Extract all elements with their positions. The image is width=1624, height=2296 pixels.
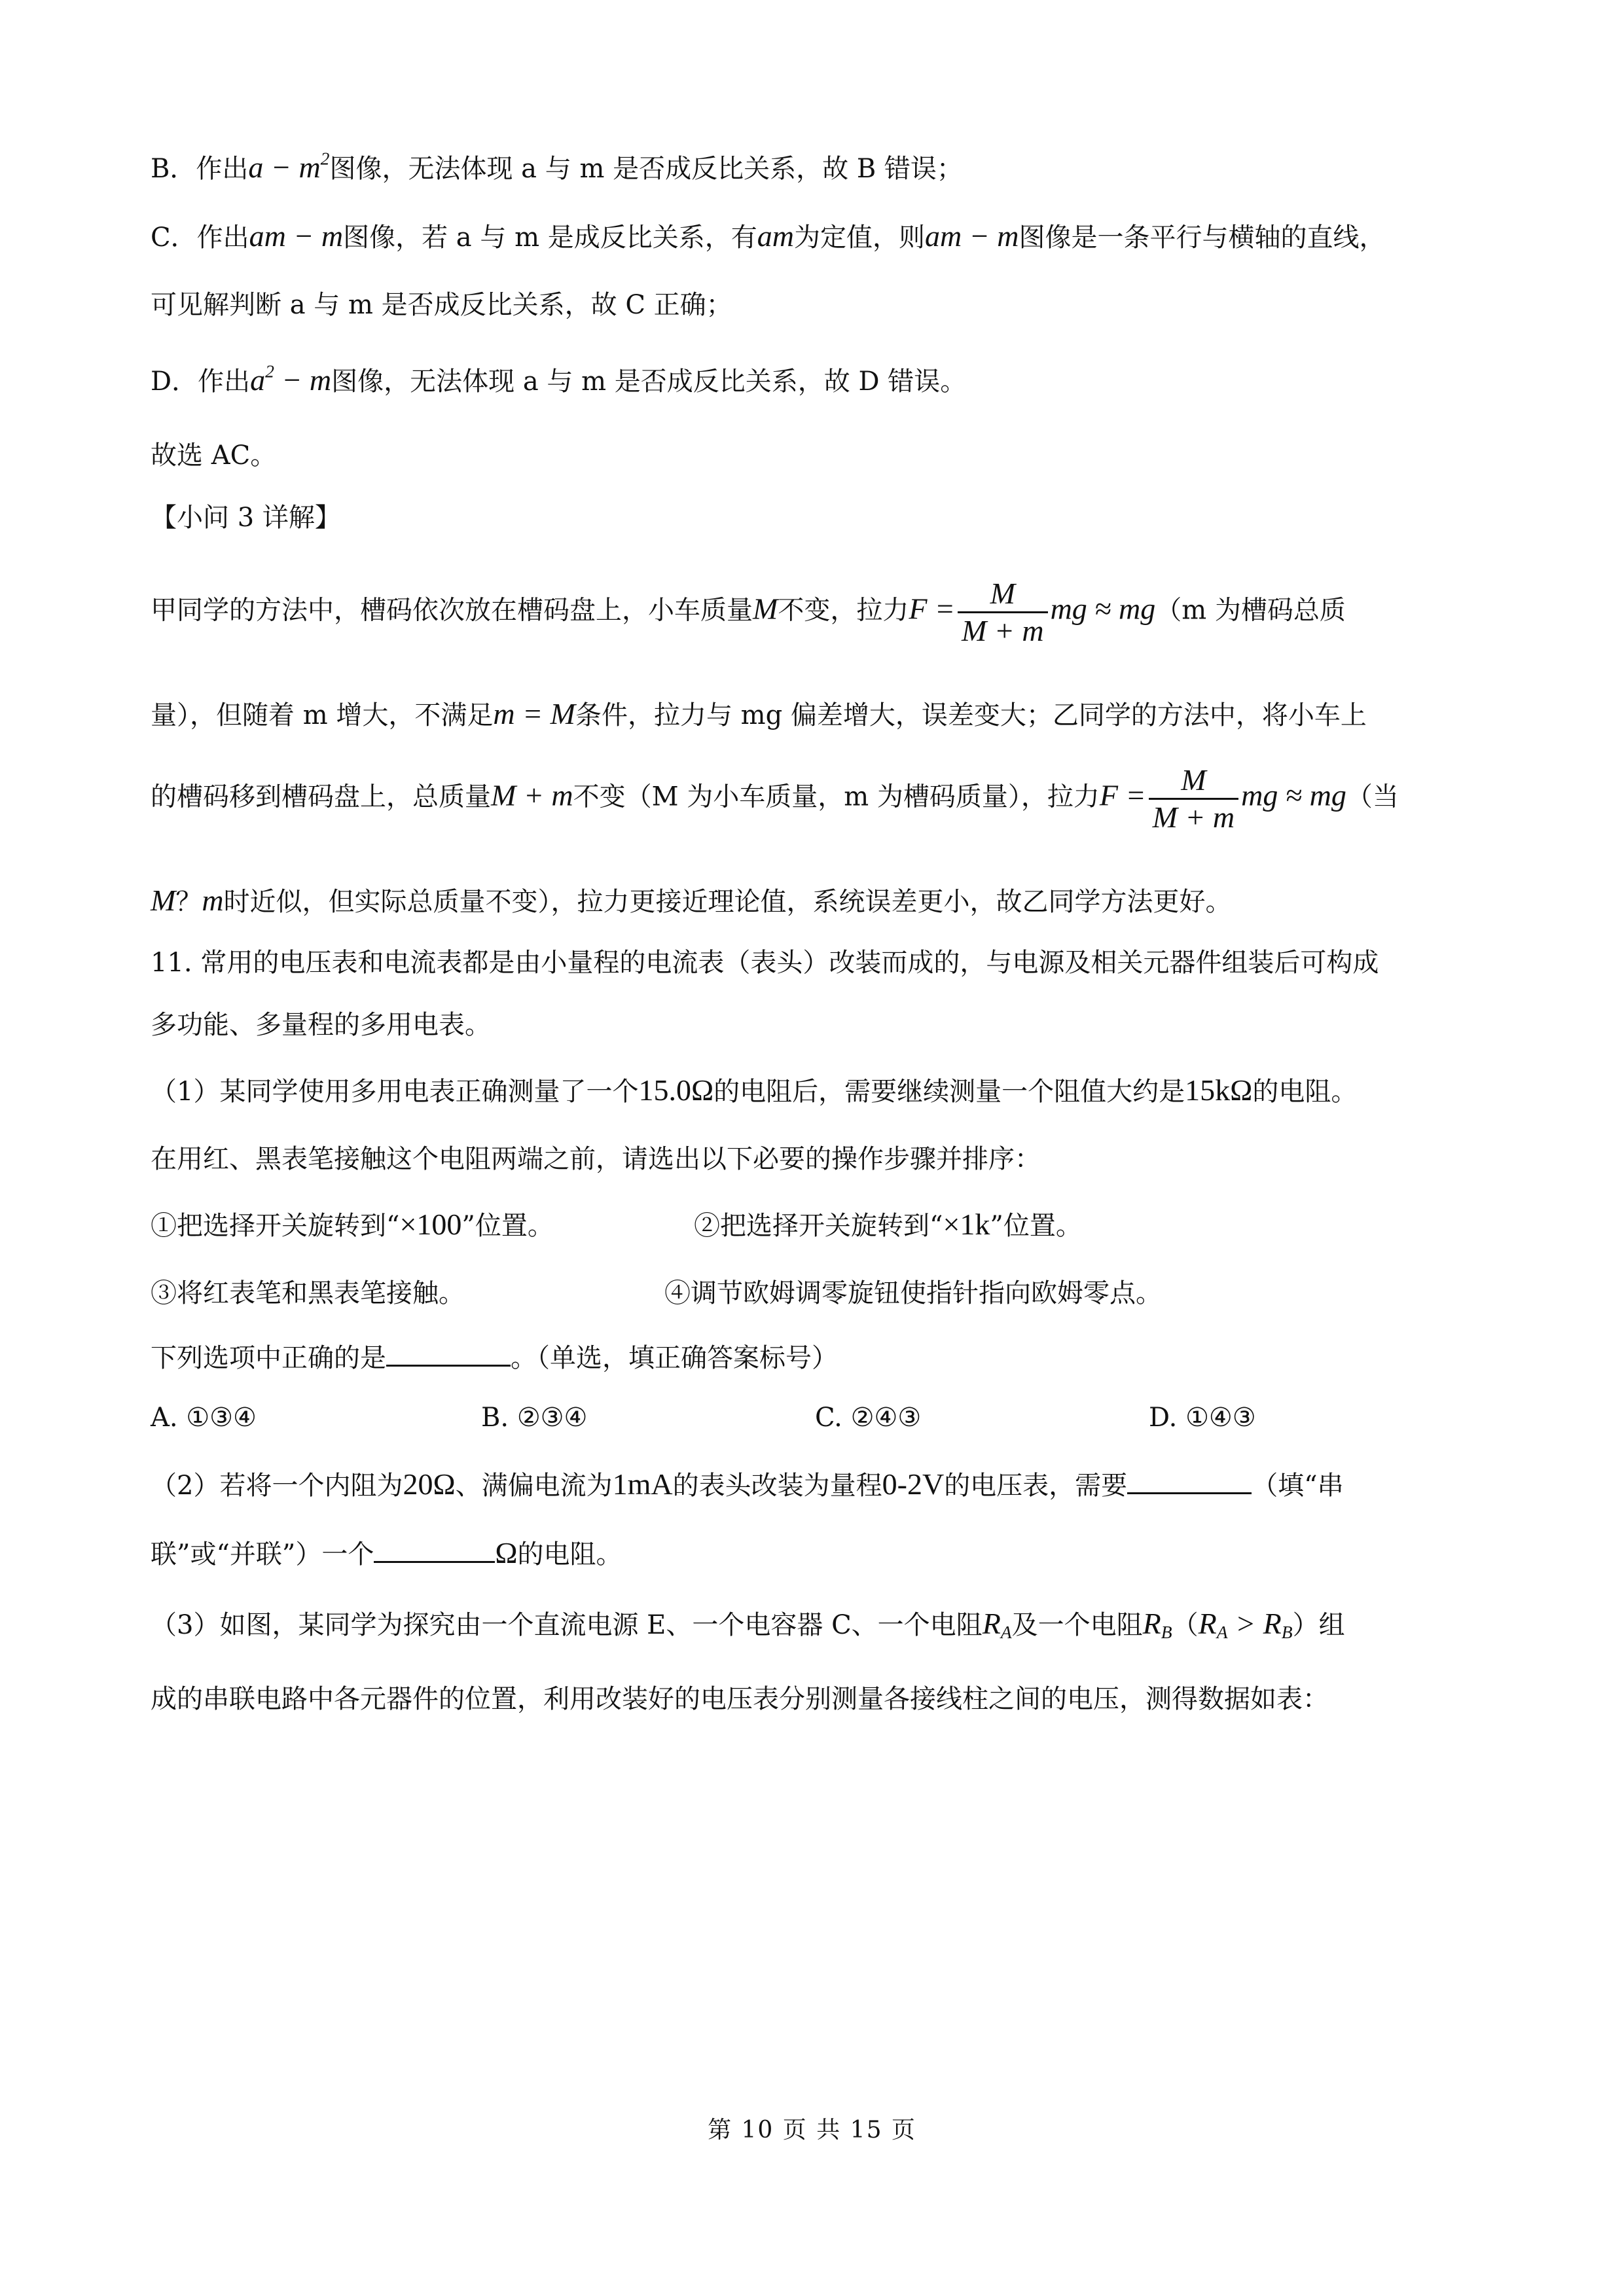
analysis-1-frac-num: M bbox=[990, 577, 1015, 610]
analysis-2-cond: m = M bbox=[493, 697, 575, 730]
q11-part2-i: 1mA bbox=[612, 1467, 673, 1501]
analysis-line-3 bbox=[151, 762, 1399, 835]
q11-part2-line-2 bbox=[151, 1535, 623, 1571]
options-line-b bbox=[481, 1401, 587, 1435]
analysis-1-fraction bbox=[958, 576, 1048, 649]
step-2-b: ”位置。 bbox=[990, 1211, 1082, 1241]
option-d-math-sup: 2 bbox=[265, 361, 274, 382]
q11-part1-a: （1）某同学使用多用电表正确测量了一个 bbox=[151, 1077, 639, 1107]
choose-text: 故选 AC。 bbox=[151, 440, 277, 471]
q11-part3-cmp-gt: > bbox=[1227, 1607, 1263, 1640]
q11-part3-b: 及一个电阻 bbox=[1011, 1610, 1143, 1640]
option-d-prefix: D．作出 bbox=[151, 367, 251, 397]
q11-part2-line2-b: 的电阻。 bbox=[517, 1539, 623, 1570]
option-c-prefix: C．作出 bbox=[151, 223, 249, 253]
option-b-rest: 图像，无法体现 a 与 m 是否成反比关系，故 B 错误； bbox=[329, 154, 963, 184]
option-b: B. ②③④ bbox=[481, 1403, 588, 1433]
option-a: A. ①③④ bbox=[151, 1403, 257, 1433]
option-b-math-base: a − m bbox=[248, 151, 321, 184]
analysis-1-a: 甲同学的方法中，槽码依次放在槽码盘上，小车质量 bbox=[151, 595, 753, 626]
option-d-math-base: a bbox=[250, 363, 266, 397]
options-line-c bbox=[815, 1401, 921, 1435]
question-11-line-2 bbox=[151, 1008, 491, 1042]
analysis-line-2 bbox=[151, 697, 1367, 732]
q11-part3-c: （ bbox=[1172, 1610, 1199, 1640]
q11-part1-ask-b: 。（单选，填正确答案标号） bbox=[511, 1343, 838, 1373]
option-c-mid2: 为定值，则 bbox=[793, 223, 925, 253]
q11-part3-RB-sub: B bbox=[1161, 1621, 1172, 1642]
q11-part3-line2-text: 成的串联电路中各元器件的位置，利用改装好的电压表分别测量各接线柱之间的电压，测得数据如表： bbox=[151, 1684, 1329, 1714]
question-11-text-2: 多功能、多量程的多用电表。 bbox=[151, 1010, 491, 1040]
step-1-a: ①把选择开关旋转到“ bbox=[151, 1211, 400, 1241]
step-1-b: ”位置。 bbox=[461, 1211, 554, 1241]
analysis-3-a: 的槽码移到槽码盘上，总质量 bbox=[151, 781, 491, 812]
analysis-3-Mm: M + m bbox=[491, 778, 573, 812]
q11-part1-c: 的电阻。 bbox=[1252, 1077, 1358, 1107]
analysis-3-frac-num: M bbox=[1181, 763, 1206, 797]
answer-blank-3[interactable] bbox=[374, 1535, 495, 1563]
steps-line-2 bbox=[151, 1276, 465, 1310]
options-line-d bbox=[1149, 1401, 1256, 1435]
step-3: ③将红表笔和黑表笔接触。 bbox=[151, 1278, 465, 1308]
option-d-math-rest: − m bbox=[274, 363, 332, 397]
analysis-1-b: 不变，拉力 bbox=[778, 595, 909, 626]
analysis-3-c: mg ≈ mg bbox=[1241, 778, 1346, 812]
analysis-3-F: F = bbox=[1099, 778, 1146, 812]
analysis-1-F: F = bbox=[909, 592, 955, 626]
q11-part2-r: 20Ω bbox=[403, 1467, 456, 1501]
analysis-4-b: 时近似，但实际总质量不变），拉力更接近理论值，系统误差更小，故乙同学方法更好。 bbox=[223, 887, 1232, 917]
q11-part2-b: 、满偏电流为 bbox=[455, 1471, 613, 1501]
q11-part2-v: 0-2V bbox=[882, 1467, 945, 1501]
q11-part2-e: （填“串 bbox=[1252, 1471, 1344, 1501]
option-c: C. ②④③ bbox=[815, 1403, 922, 1433]
q11-part1-b: 的电阻后，需要继续测量一个阻值大约是 bbox=[713, 1077, 1185, 1107]
analysis-1-frac-den: M + m bbox=[958, 611, 1048, 649]
step-2 bbox=[694, 1208, 1082, 1241]
option-d: D. ①④③ bbox=[1149, 1403, 1256, 1433]
options-line bbox=[151, 1401, 257, 1435]
q11-part2-a: （2）若将一个内阻为 bbox=[151, 1471, 403, 1501]
step-1-value: ×100 bbox=[399, 1208, 462, 1241]
q11-part3-line-1 bbox=[151, 1607, 1345, 1642]
step-1 bbox=[151, 1208, 554, 1241]
analysis-line-4 bbox=[151, 884, 1232, 919]
option-c-line bbox=[151, 219, 1385, 255]
subquestion-3-heading bbox=[151, 501, 341, 535]
q11-part3-RA bbox=[983, 1607, 1012, 1640]
analysis-2-a: 量），但随着 m 增大，不满足 bbox=[151, 700, 494, 730]
analysis-1-c: mg ≈ mg bbox=[1050, 592, 1156, 626]
question-11-text-1: 11. 常用的电压表和电流表都是由小量程的电流表（表头）改装而成的，与电源及相关元器件组装后可构成 bbox=[151, 948, 1379, 978]
page-number: 第 10 页 共 15 页 bbox=[708, 2117, 916, 2144]
q11-part2-line-1 bbox=[151, 1466, 1344, 1503]
q11-part1-line-2 bbox=[151, 1142, 1041, 1176]
analysis-3-d: （当 bbox=[1346, 781, 1399, 812]
step-2-value: ×1k bbox=[943, 1208, 990, 1241]
q11-part1-r1: 15.0Ω bbox=[638, 1073, 714, 1107]
q11-part3-RB-base: R bbox=[1142, 1607, 1161, 1640]
option-d-rest: 图像，无法体现 a 与 m 是否成反比关系，故 D 错误。 bbox=[331, 367, 967, 397]
q11-part3-a: （3）如图，某同学为探究由一个直流电源 E、一个电容器 C、一个电阻 bbox=[151, 1610, 983, 1640]
q11-part2-d: 的电压表，需要 bbox=[944, 1471, 1128, 1501]
subquestion-3-text: 【小问 3 详解】 bbox=[151, 503, 341, 533]
q11-part3-line-2 bbox=[151, 1682, 1329, 1716]
analysis-1-M: M bbox=[753, 592, 778, 626]
answer-blank-2[interactable] bbox=[1127, 1466, 1252, 1494]
q11-part3-cmp-B: B bbox=[1281, 1621, 1293, 1642]
q11-part3-RA-base: R bbox=[982, 1607, 1001, 1640]
analysis-3-frac-den: M + m bbox=[1149, 798, 1239, 835]
analysis-4-a: ？ bbox=[175, 887, 202, 917]
analysis-3-fraction bbox=[1149, 762, 1239, 835]
choose-line bbox=[151, 439, 276, 473]
option-b-line bbox=[151, 148, 963, 186]
option-c-math1: am − m bbox=[249, 219, 344, 253]
q11-part1-line-1 bbox=[151, 1073, 1357, 1109]
q11-part3-RB bbox=[1143, 1607, 1172, 1640]
analysis-4-m: m bbox=[202, 884, 224, 917]
q11-part2-line2-a: 联”或“并联”）一个 bbox=[151, 1539, 374, 1570]
steps-line-1 bbox=[151, 1208, 554, 1243]
option-d-line bbox=[151, 363, 966, 399]
option-c-math3: am − m bbox=[924, 219, 1019, 253]
q11-part2-c: 的表头改装为量程 bbox=[672, 1471, 882, 1501]
analysis-4-M: M bbox=[151, 884, 176, 917]
option-c-mid1: 图像，若 a 与 m 是成反比关系，有 bbox=[343, 223, 757, 253]
q11-part3-d: ）组 bbox=[1292, 1610, 1345, 1640]
analysis-3-b: 不变（M 为小车质量，m 为槽码质量），拉力 bbox=[573, 781, 1100, 812]
option-c-rest: 图像是一条平行与横轴的直线， bbox=[1019, 223, 1386, 253]
question-11-line-1 bbox=[151, 946, 1379, 980]
q11-part3-compare bbox=[1199, 1607, 1293, 1640]
analysis-line-1 bbox=[151, 576, 1346, 649]
q11-part1-ask-a: 下列选项中正确的是 bbox=[151, 1343, 386, 1373]
analysis-1-d: （m 为槽码总质 bbox=[1155, 595, 1346, 626]
analysis-2-b: 条件，拉力与 mg 偏差增大，误差变大；乙同学的方法中，将小车上 bbox=[575, 700, 1367, 730]
q11-part2-omega: Ω bbox=[495, 1536, 518, 1570]
steps-line-2-col2 bbox=[664, 1276, 1162, 1310]
q11-part3-cmp-R1: R bbox=[1198, 1607, 1217, 1640]
page-footer bbox=[0, 2111, 1624, 2145]
option-b-math bbox=[248, 148, 330, 184]
q11-part3-cmp-R2: R bbox=[1263, 1607, 1282, 1640]
option-b-math-sup: 2 bbox=[320, 148, 330, 169]
option-d-math bbox=[250, 363, 331, 397]
q11-part1-line2-text: 在用红、黑表笔接触这个电阻两端之前，请选出以下必要的操作步骤并排序： bbox=[151, 1144, 1041, 1174]
q11-part1-r2: 15kΩ bbox=[1185, 1073, 1253, 1107]
option-c-line2 bbox=[151, 288, 732, 322]
answer-blank-1[interactable] bbox=[386, 1338, 511, 1367]
option-c-math2: am bbox=[757, 219, 794, 253]
option-c-line2-text: 可见解判断 a 与 m 是否成反比关系，故 C 正确； bbox=[151, 290, 732, 320]
steps-line-1-col2 bbox=[694, 1208, 1082, 1243]
q11-part1-ask bbox=[151, 1338, 838, 1375]
step-4: ④调节欧姆调零旋钮使指针指向欧姆零点。 bbox=[664, 1278, 1162, 1308]
step-2-a: ②把选择开关旋转到“ bbox=[694, 1211, 943, 1241]
option-b-prefix: B．作出 bbox=[151, 154, 249, 184]
q11-part3-cmp-A: A bbox=[1216, 1621, 1228, 1642]
q11-part3-RA-sub: A bbox=[1000, 1621, 1012, 1642]
